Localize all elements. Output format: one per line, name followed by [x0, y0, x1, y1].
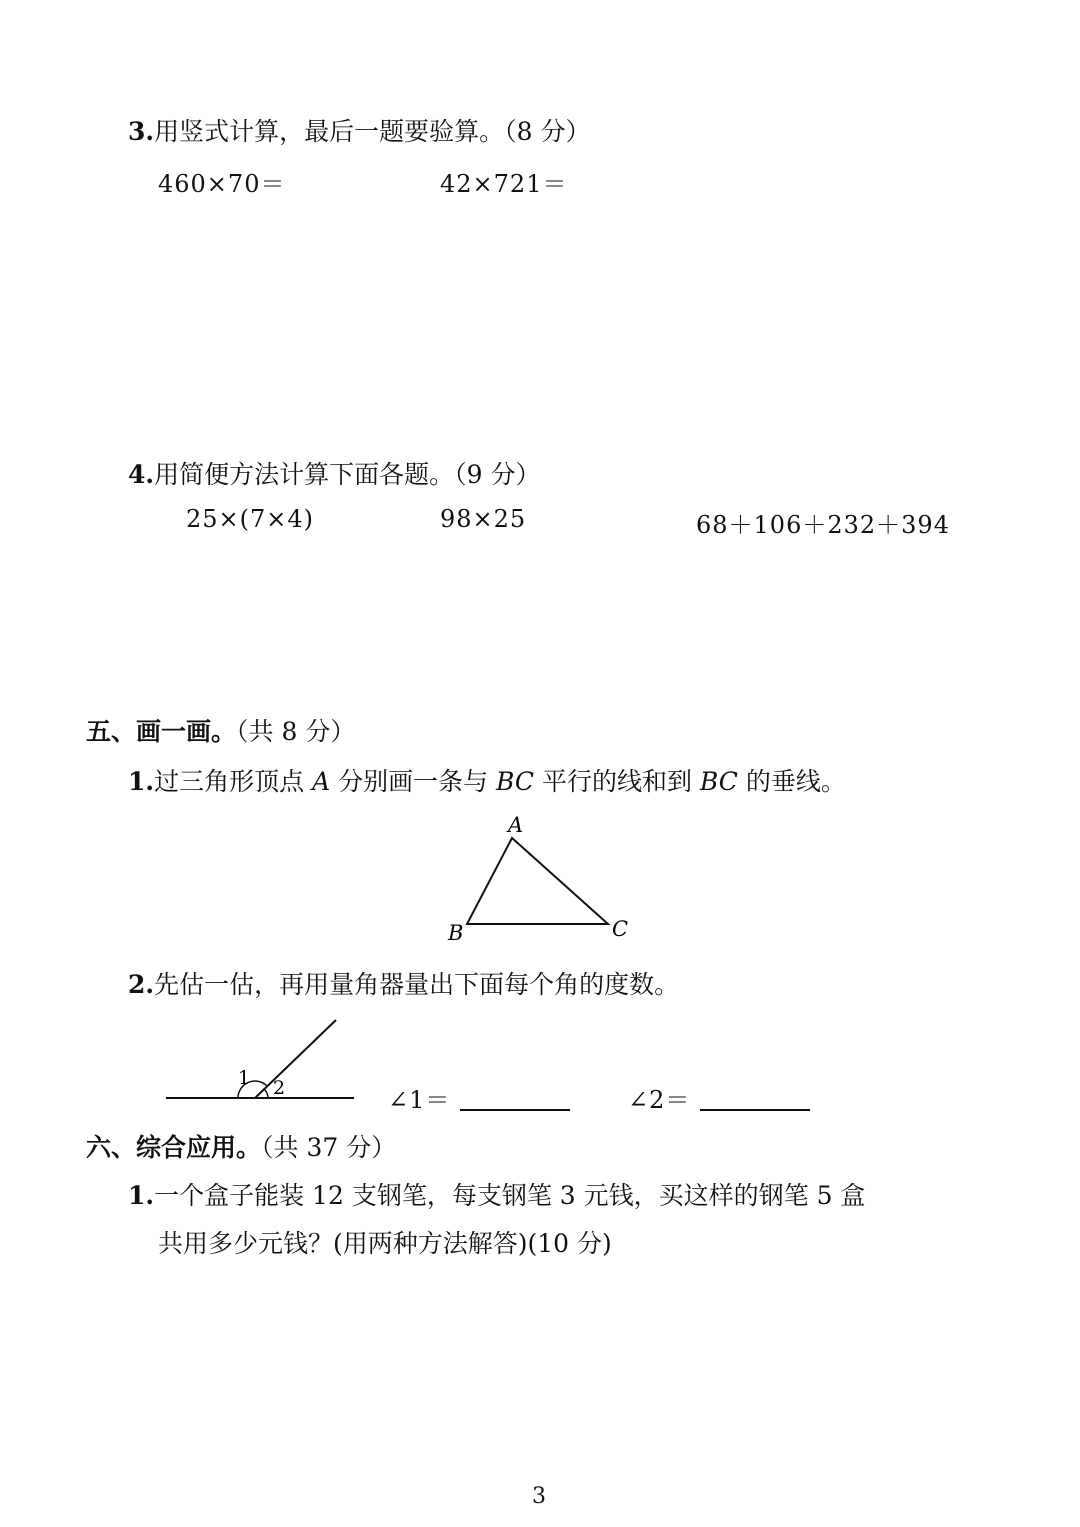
var-a: A [312, 767, 331, 796]
angle-2-arc [264, 1089, 268, 1098]
section-6-heading [86, 1128, 396, 1164]
q4-item-2: 98×25 [440, 505, 527, 533]
question-3 [128, 112, 590, 148]
question-text: 用竖式计算，最后一题要验算。（8 分） [154, 117, 591, 146]
question-number: 2. [128, 970, 155, 999]
vertex-label-a: A [508, 813, 524, 837]
angle-figure [160, 1012, 370, 1108]
question-text-line-2: 共用多少元钱？(用两种方法解答)(10 分) [158, 1229, 612, 1258]
question-text-line-1: 一个盒子能装 12 支钢笔，每支钢笔 3 元钱，买这样的钢笔 5 盒 [154, 1181, 866, 1210]
question-number: 4. [128, 460, 155, 489]
angle-label-2: 2 [273, 1077, 286, 1099]
question-4 [128, 455, 540, 491]
question-text: 分别画一条与 [330, 767, 497, 796]
section-points: （共 37 分） [261, 1133, 397, 1162]
page-number: 3 [532, 1484, 546, 1509]
question-number: 3. [128, 117, 155, 146]
section-5-heading [86, 712, 355, 748]
question-text: 过三角形顶点 [154, 767, 313, 796]
angle-1-answer-label: ∠1＝ [388, 1086, 451, 1114]
vertex-label-c: C [612, 917, 629, 941]
q3-item-1: 460×70＝ [158, 170, 286, 198]
q4-item-3: 68＋106＋232＋394 [696, 511, 950, 539]
var-bc: BC [496, 767, 534, 796]
angle-label-1: 1 [238, 1067, 251, 1089]
q4-item-1: 25×(7×4) [186, 505, 315, 533]
angle-2-answer-label: ∠2＝ [628, 1086, 691, 1114]
angle-1-answer-blank[interactable] [460, 1109, 570, 1111]
section-5-question-2 [128, 965, 679, 1001]
triangle-figure [430, 808, 650, 948]
question-text: 先估一估，再用量角器量出下面每个角的度数。 [154, 970, 680, 999]
section-5-question-1 [128, 762, 846, 798]
question-number: 1. [128, 767, 155, 796]
section-points: （共 8 分） [236, 717, 356, 746]
question-text: 的垂线。 [737, 767, 846, 796]
var-bc: BC [699, 767, 738, 796]
q3-item-2: 42×721＝ [440, 170, 568, 198]
question-number: 1. [128, 1181, 155, 1210]
ray-line [255, 1020, 336, 1098]
section-6-question-1 [128, 1176, 865, 1212]
section-title: 五、画一画。 [86, 717, 237, 746]
question-text: 用简便方法计算下面各题。（9 分） [154, 460, 541, 489]
angle-2-answer-blank[interactable] [700, 1109, 810, 1111]
triangle-abc [467, 838, 608, 924]
question-text: 平行的线和到 [534, 767, 700, 796]
section-title: 六、综合应用。 [86, 1133, 262, 1162]
vertex-label-b: B [448, 921, 464, 945]
